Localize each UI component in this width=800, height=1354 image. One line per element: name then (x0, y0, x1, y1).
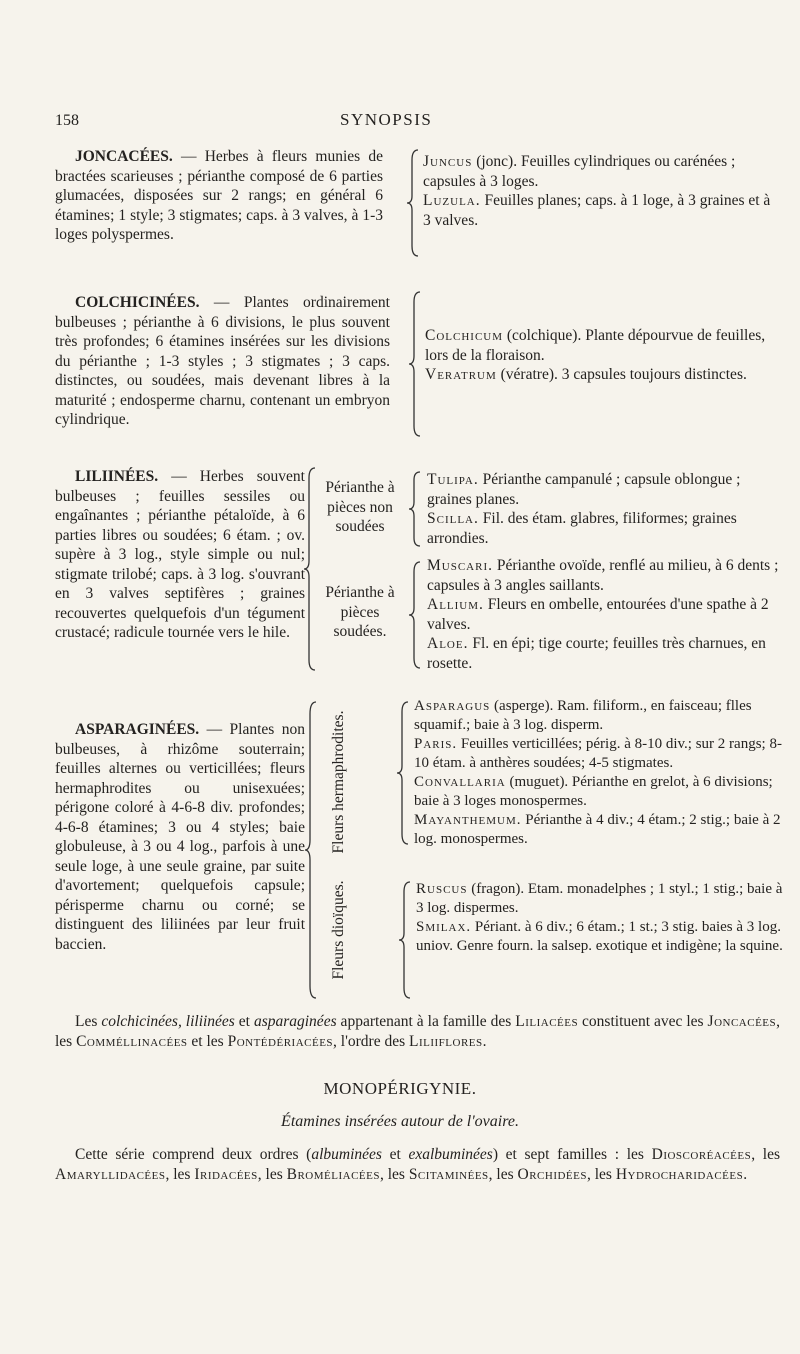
note-text: appartenant à la famille des (336, 1013, 516, 1030)
family-iridacees: Iridacées (194, 1165, 258, 1183)
section-text: , les (257, 1165, 287, 1183)
genus-paris: Paris. (414, 736, 458, 752)
section-text: ) et sept familles : les (492, 1146, 652, 1163)
genus-juncus: Juncus (423, 153, 473, 170)
asparaginees-description: — Plantes non bulbeuses, à rhizôme souterrain; feuilles alternes ou verticillées; fleurs hermaphrodites ou unisexuées; périgone coloré à 4-6-8 div. profondes; 4-6-8 étamines; 3 ou 4 styles; baie globuleuse, à 3 ou 4 log., parfois à une seule loge, à une seule graine, par suite d'avortement; quelquefois capsule; périsperme charnu ou corné; se distinguent des liliinées par leur fruit baccien. (55, 721, 305, 953)
note-text: constituent avec les (578, 1013, 708, 1030)
asparaginees-herm-genera (414, 697, 784, 849)
genus-smilax: Smilax. (416, 919, 472, 935)
section-title: MONOPÉRIGYNIE. (323, 1079, 477, 1098)
joncacees-description-block (55, 147, 383, 245)
order-exalbuminees: exalbuminées (408, 1146, 493, 1163)
genus-juncus-desc: (jonc). Feuilles cylindriques ou carénées ; capsules à 3 loges. (423, 153, 736, 190)
note-liliiflores: Liliiflores (409, 1032, 483, 1050)
genus-tulipa-desc: Périanthe campanulé ; capsule oblongue ; graines planes. (427, 471, 741, 508)
asparaginees-herm-brace (396, 700, 412, 846)
page-number: 158 (55, 112, 79, 129)
genus-veratrum: Veratrum (425, 366, 497, 383)
genus-colchicum-desc: (colchique). Plante dépourvue de feuilles, lors de la floraison. (425, 327, 766, 364)
genus-mayanthemum-desc: Périanthe à 4 div.; 4 étam.; 2 stig.; baie à 2 log. monospermes. (414, 812, 781, 847)
section-paragraph (55, 1145, 780, 1184)
genus-convallaria: Convallaria (414, 774, 506, 790)
section-text: , les (488, 1165, 518, 1183)
genus-veratrum-desc: (vératre). 3 capsules toujours distinctes. (500, 366, 747, 383)
liliinees-group-fused-label: Périanthe à pièces soudées. (325, 584, 395, 640)
genus-muscari: Muscari. (427, 557, 493, 574)
section-text: . (743, 1165, 748, 1183)
joncacees-description: — Herbes à fleurs munies de bractées scarieuses ; périanthe composé de 6 parties glumacées, disposées sur 2 rangs; en général 6 étamines; 1 style; 3 stigmates; caps. à 3 valves, à 1-3 loges polyspermes. (55, 148, 383, 243)
genus-colchicum: Colchicum (425, 327, 504, 344)
colchicinees-genera (425, 326, 780, 385)
asparaginees-name: ASPARAGINÉES. (75, 721, 200, 738)
genus-luzula: Luzula. (423, 192, 481, 209)
asparaginees-description-block (55, 720, 305, 954)
note-text: . (482, 1032, 487, 1050)
colchicinees-name: COLCHICINÉES. (75, 294, 200, 311)
liliinees-free-genera (427, 470, 780, 548)
note-text: , les (55, 1013, 780, 1050)
colchicinees-description: — Plantes ordinairement bulbeuses ; périanthe à 6 divisions, le plus souvent très profondes; 6 étamines insérées sur les divisions du périanthe ; 1-3 styles ; 3 stigmates ; 3 caps. distinctes, ou soudées, mais devenant libres à la maturité ; endosperme charnu, contenant un embryon cylindrique. (55, 294, 390, 428)
section-text: , les (587, 1165, 616, 1183)
joncacees-genera (423, 152, 778, 230)
section-text: et (381, 1146, 409, 1163)
genus-asparagus: Asparagus (414, 698, 491, 714)
genus-ruscus-desc: (fragon). Etam. monadelphes ; 1 styl.; 1 stig.; baie à 3 log. dispermes. (416, 881, 783, 916)
section-text: , les (751, 1146, 780, 1163)
note-italic-families: colchicinées, liliinées (101, 1013, 235, 1030)
asparaginees-group-herm-label: Fleurs hermaphrodites. (330, 710, 347, 854)
joncacees-name: JONCACÉES. (75, 148, 173, 165)
note-commellinacees: Comméllinacées (76, 1032, 188, 1050)
liliinees-group-free-label: Périanthe à pièces non soudées (325, 479, 395, 535)
section-text: Cette série comprend deux ordres ( (75, 1146, 312, 1163)
note-pontederiacees: Pontédériacées (227, 1032, 334, 1050)
genus-allium-desc: Fleurs en ombelle, entourées d'une spathe à 2 valves. (427, 596, 769, 633)
genus-scilla-desc: Fil. des étam. glabres, filiformes; graines arrondies. (427, 510, 737, 547)
section-subtitle: Étamines insérées autour de l'ovaire. (281, 1113, 519, 1130)
note-liliacees: Liliacées (515, 1013, 579, 1030)
order-albuminees: albuminées (311, 1146, 382, 1163)
genus-luzula-desc: Feuilles planes; caps. à 1 loge, à 3 graines et à 3 valves. (423, 192, 771, 229)
family-bromeliacees: Broméliacées (286, 1165, 380, 1183)
section-text: , les (379, 1165, 409, 1183)
genus-smilax-desc: Périant. à 6 div.; 6 étam.; 1 st.; 3 stig. baies à 3 log. uniov. Genre fourn. la salsep. exotique et indigène; la squine. (416, 919, 783, 954)
note-italic-asparaginees: asparaginées (253, 1013, 337, 1030)
genus-scilla: Scilla. (427, 510, 479, 527)
genus-muscari-desc: Périanthe ovoïde, renflé au milieu, à 6 dents ; capsules à 3 angles saillants. (427, 557, 779, 594)
note-text: et (234, 1013, 254, 1030)
liliinees-fused-brace (408, 560, 424, 670)
family-orchidees: Orchidées (517, 1165, 587, 1183)
colchicinees-brace (408, 290, 424, 438)
asparaginees-group-dio-label: Fleurs dioïques. (330, 880, 347, 980)
joncacees-brace (406, 148, 422, 258)
genus-asparagus-desc: (asperge). Ram. filiform., en faisceau; flles squamif.; baie à 3 log. disperm. (414, 698, 752, 733)
family-note (55, 1012, 780, 1051)
family-scitaminees: Scitaminées (408, 1165, 489, 1183)
genus-convallaria-desc: (muguet). Périanthe en grelot, à 6 divisions; baie à 3 loges monospermes. (414, 774, 773, 809)
note-text: Les (75, 1013, 102, 1030)
colchicinees-description-block (55, 293, 390, 430)
genus-aloe: Aloe. (427, 635, 469, 652)
genus-ruscus: Ruscus (416, 881, 468, 897)
family-hydrocharidacees: Hydrocharidacées (615, 1165, 744, 1183)
liliinees-fused-genera (427, 556, 780, 673)
genus-paris-desc: Feuilles verticillées; périg. à 8-10 div.; sur 2 rangs; 8-10 étam. à anthères soudées; 4-5 stigmates. (414, 736, 782, 771)
family-dioscoreacees: Dioscoréacées (651, 1146, 752, 1163)
genus-allium: Allium. (427, 596, 484, 613)
genus-mayanthemum: Mayanthemum. (414, 812, 522, 828)
genus-tulipa: Tulipa. (427, 471, 479, 488)
running-title: SYNOPSIS (340, 110, 433, 129)
section-text: , les (165, 1165, 195, 1183)
note-text: et les (187, 1032, 228, 1050)
liliinees-description: — Herbes souvent bulbeuses ; feuilles sessiles ou engaînantes ; périanthe pétaloïde, à 6 parties libres ou soudées; 6 étam. ; ov. supère à 3 log., style simple ou nul; stigmate trilobé; caps. à 3 log. s'ouvrant en 3 valves septifères ; graines recouvertes quelquefois d'un tégument crustacé; radicule tournée vers le hile. (55, 468, 305, 641)
liliinees-free-brace (408, 470, 424, 548)
liliinees-description-block (55, 467, 305, 643)
asparaginees-outer-brace (304, 700, 320, 1000)
asparaginees-dio-genera (416, 880, 784, 956)
note-text: , l'ordre des (333, 1032, 409, 1050)
genus-aloe-desc: Fl. en épi; tige courte; feuilles très charnues, en rosette. (427, 635, 766, 672)
family-amaryllidacees: Amaryllidacées (55, 1165, 166, 1183)
asparaginees-dio-brace (398, 880, 414, 1000)
note-joncacees: Joncacées (707, 1013, 777, 1030)
liliinees-name: LILIINÉES. (75, 468, 159, 485)
